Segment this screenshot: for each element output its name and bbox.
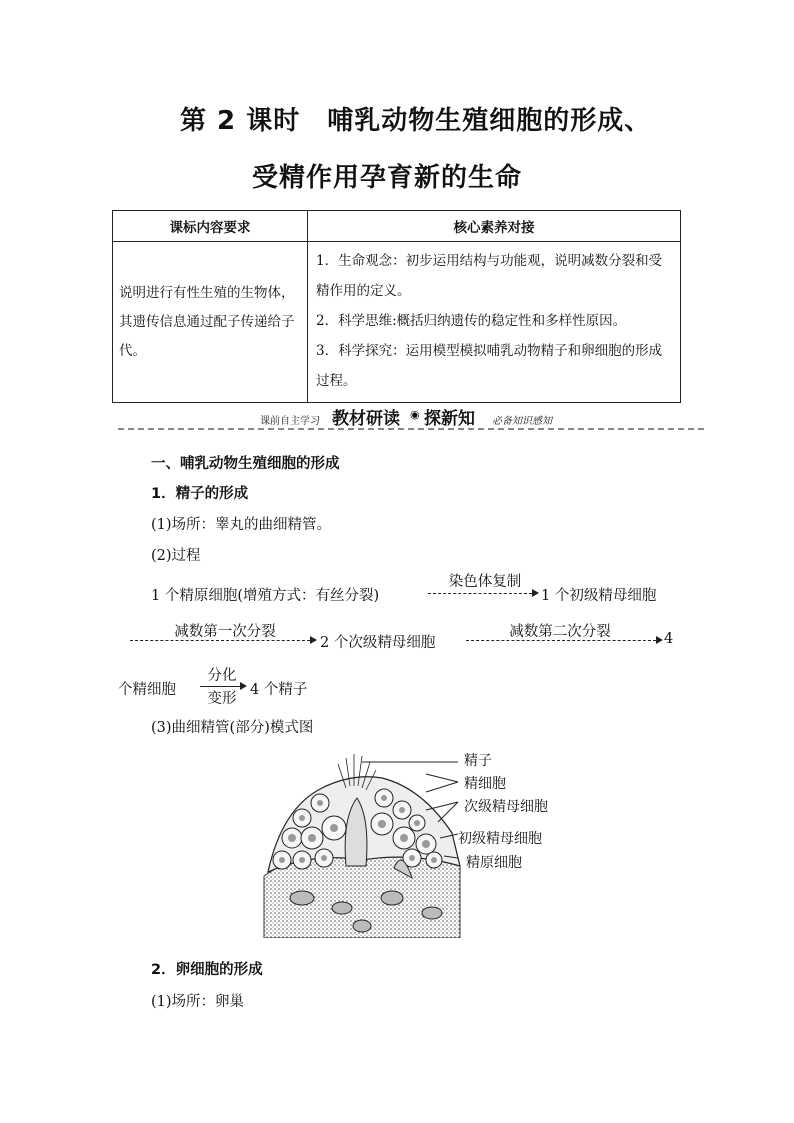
table-header-requirement: 课标内容要求 bbox=[113, 211, 308, 242]
banner-right-small: 必备知识感知 bbox=[492, 416, 552, 427]
seminiferous-tubule-illustration bbox=[262, 748, 462, 938]
literacy-cell bbox=[308, 242, 681, 403]
step4-label-top: 分化 bbox=[207, 668, 237, 684]
subsection-egg: 2．卵细胞的形成 bbox=[151, 962, 263, 978]
table-header-literacy: 核心素养对接 bbox=[308, 211, 681, 242]
sperm-place: (1)场所：睾丸的曲细精管。 bbox=[151, 517, 332, 533]
flow-line3-start: 个精细胞 bbox=[118, 682, 176, 698]
step4-label-bottom: 变形 bbox=[207, 691, 237, 707]
banner-circle-icon: ◉ bbox=[410, 408, 420, 421]
standards-table bbox=[112, 210, 681, 403]
flow-after1: 1 个初级精母细胞 bbox=[541, 588, 657, 604]
step3-label: 减数第二次分裂 bbox=[509, 624, 611, 640]
page-title-line2: 受精作用孕育新的生命 bbox=[252, 163, 523, 193]
figure-label-secondary-spermatocyte: 次级精母细胞 bbox=[464, 799, 548, 815]
section-heading: 一、哺乳动物生殖细胞的形成 bbox=[151, 456, 340, 472]
step3-arrowhead-icon bbox=[656, 636, 663, 644]
requirement-cell: 说明进行有性生殖的生物体，其遗传信息通过配子传递给子代。 bbox=[113, 242, 308, 403]
subsection-sperm: 1．精子的形成 bbox=[151, 486, 249, 502]
section-banner bbox=[118, 404, 704, 432]
figure-label-spermatogonium: 精原细胞 bbox=[466, 855, 522, 871]
literacy-item-3: 3．科学探究：运用模型模拟哺乳动物精子和卵细胞的形成过程。 bbox=[316, 343, 663, 389]
step2-arrow bbox=[130, 640, 310, 641]
egg-place: (1)场所：卵巢 bbox=[151, 994, 245, 1010]
step1-arrow bbox=[428, 593, 532, 594]
banner-divider bbox=[118, 428, 704, 430]
step1-label: 染色体复制 bbox=[448, 574, 522, 590]
figure-label-spermatid: 精细胞 bbox=[464, 776, 506, 792]
model-title: (3)曲细精管(部分)模式图 bbox=[151, 720, 314, 736]
literacy-item-2: 2．科学思维:概括归纳遗传的稳定性和多样性原因。 bbox=[316, 313, 627, 329]
process-heading: (2)过程 bbox=[151, 548, 201, 564]
step1-arrowhead-icon bbox=[532, 589, 539, 597]
banner-main-right: 探新知 bbox=[424, 409, 475, 429]
flow-after3: 4 bbox=[664, 631, 674, 647]
page-title-line1: 第 2 课时 哺乳动物生殖细胞的形成、 bbox=[180, 106, 652, 136]
step2-arrowhead-icon bbox=[310, 636, 317, 644]
flow-after4: 4 个精子 bbox=[250, 682, 308, 698]
figure-label-primary-spermatocyte: 初级精母细胞 bbox=[458, 831, 542, 847]
banner-left-small: 课前自主学习 bbox=[260, 416, 320, 427]
literacy-item-1: 1．生命观念：初步运用结构与功能观，说明减数分裂和受精作用的定义。 bbox=[316, 253, 663, 299]
flow-start: 1 个精原细胞(增殖方式：有丝分裂) bbox=[151, 588, 380, 604]
step3-arrow bbox=[466, 640, 656, 641]
figure-label-sperm: 精子 bbox=[464, 753, 492, 769]
flow-after2: 2 个次级精母细胞 bbox=[320, 635, 436, 651]
step2-label: 减数第一次分裂 bbox=[174, 624, 276, 640]
banner-main-left: 教材研读 bbox=[332, 409, 400, 429]
